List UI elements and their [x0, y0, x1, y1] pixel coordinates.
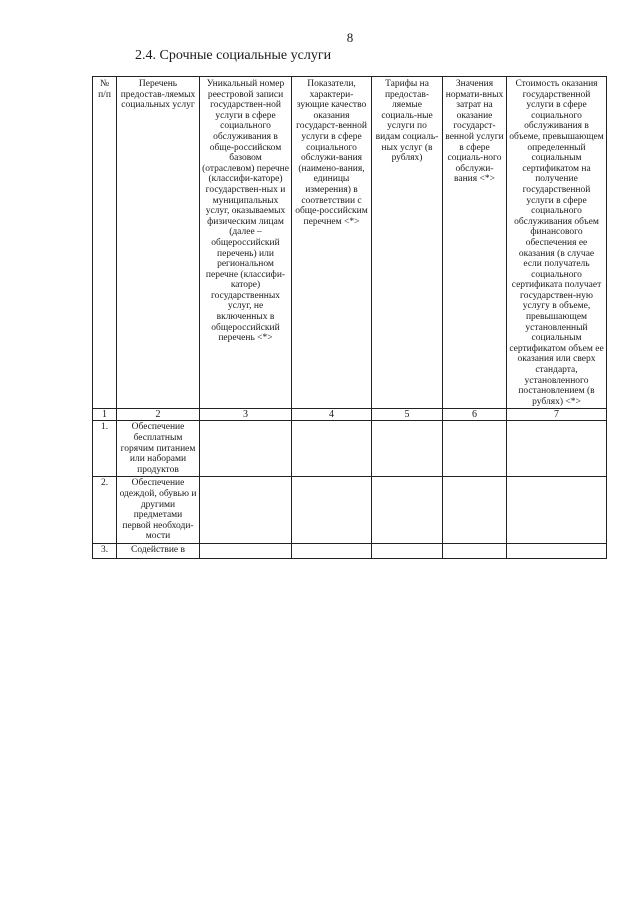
- empty-cell: [443, 543, 507, 558]
- column-number: 1: [93, 409, 117, 421]
- row-number: 3.: [93, 543, 117, 558]
- column-number: 3: [200, 409, 292, 421]
- empty-cell: [200, 477, 292, 544]
- column-number: 4: [292, 409, 372, 421]
- empty-cell: [372, 421, 443, 477]
- empty-cell: [443, 477, 507, 544]
- column-number-row: [93, 409, 607, 421]
- header-row: [93, 77, 607, 409]
- header-cell-extra-cost: Стоимость оказания государственной услуги в сфере социального обслуживания в объеме, превышающем определенный социальным сертификатом на получение государственной услуги в сфере социального обслуживания объем финансового обеспечения ее оказания (в случае если получатель социального сертификата получает государствен-ную услугу в объеме, превышающем установленный социальным сертификатом объем ее оказания или сверх стандарта, установленного постановлением (в рублях) <*>: [507, 77, 607, 409]
- empty-cell: [292, 543, 372, 558]
- services-table: [92, 76, 607, 559]
- empty-cell: [200, 421, 292, 477]
- empty-cell: [507, 477, 607, 544]
- empty-cell: [372, 543, 443, 558]
- table-row: [93, 543, 607, 558]
- service-name: Обеспечение бесплатным горячим питанием или наборами продуктов: [117, 421, 200, 477]
- column-number: 2: [117, 409, 200, 421]
- row-number: 2.: [93, 477, 117, 544]
- table-row: [93, 421, 607, 477]
- header-cell-services: Перечень предостав-ляемых социальных услуг: [117, 77, 200, 409]
- column-number: 7: [507, 409, 607, 421]
- header-cell-tariffs: Тарифы на предостав-ляемые социаль-ные услуги по видам социаль-ных услуг (в рублях): [372, 77, 443, 409]
- header-cell-num: № п/п: [93, 77, 117, 409]
- header-cell-quality-indicators: Показатели, характери-зующие качество оказания государст-венной услуги в сфере социального обслужи-вания (наимено-вания, единицы измерения) в соответствии с обще-российским перечнем <*>: [292, 77, 372, 409]
- table-row: [93, 477, 607, 544]
- service-name: Содействие в: [117, 543, 200, 558]
- service-name: Обеспечение одеждой, обувью и другими предметами первой необходи-мости: [117, 477, 200, 544]
- row-number: 1.: [93, 421, 117, 477]
- section-title: 2.4. Срочные социальные услуги: [135, 48, 332, 63]
- empty-cell: [443, 421, 507, 477]
- empty-cell: [200, 543, 292, 558]
- empty-cell: [292, 421, 372, 477]
- column-number: 6: [443, 409, 507, 421]
- column-number: 5: [372, 409, 443, 421]
- empty-cell: [507, 421, 607, 477]
- page-number: 8: [346, 30, 354, 45]
- header-cell-registry-number: Уникальный номер реестровой записи государствен-ной услуги в сфере социального обслуживания в обще-российском базовом (отраслевом) перечне (классифи-каторе) государствен-ных и муниципальных услуг, оказываемых физическим лицам (далее – общероссийский перечень) или региональном перечне (классифи-каторе) государственных услуг, не включенных в общероссийский перечень <*>: [200, 77, 292, 409]
- empty-cell: [292, 477, 372, 544]
- empty-cell: [507, 543, 607, 558]
- header-cell-cost-norms: Значения нормати-вных затрат на оказание государст-венной услуги в сфере социаль-ного обслужи-вания <*>: [443, 77, 507, 409]
- empty-cell: [372, 477, 443, 544]
